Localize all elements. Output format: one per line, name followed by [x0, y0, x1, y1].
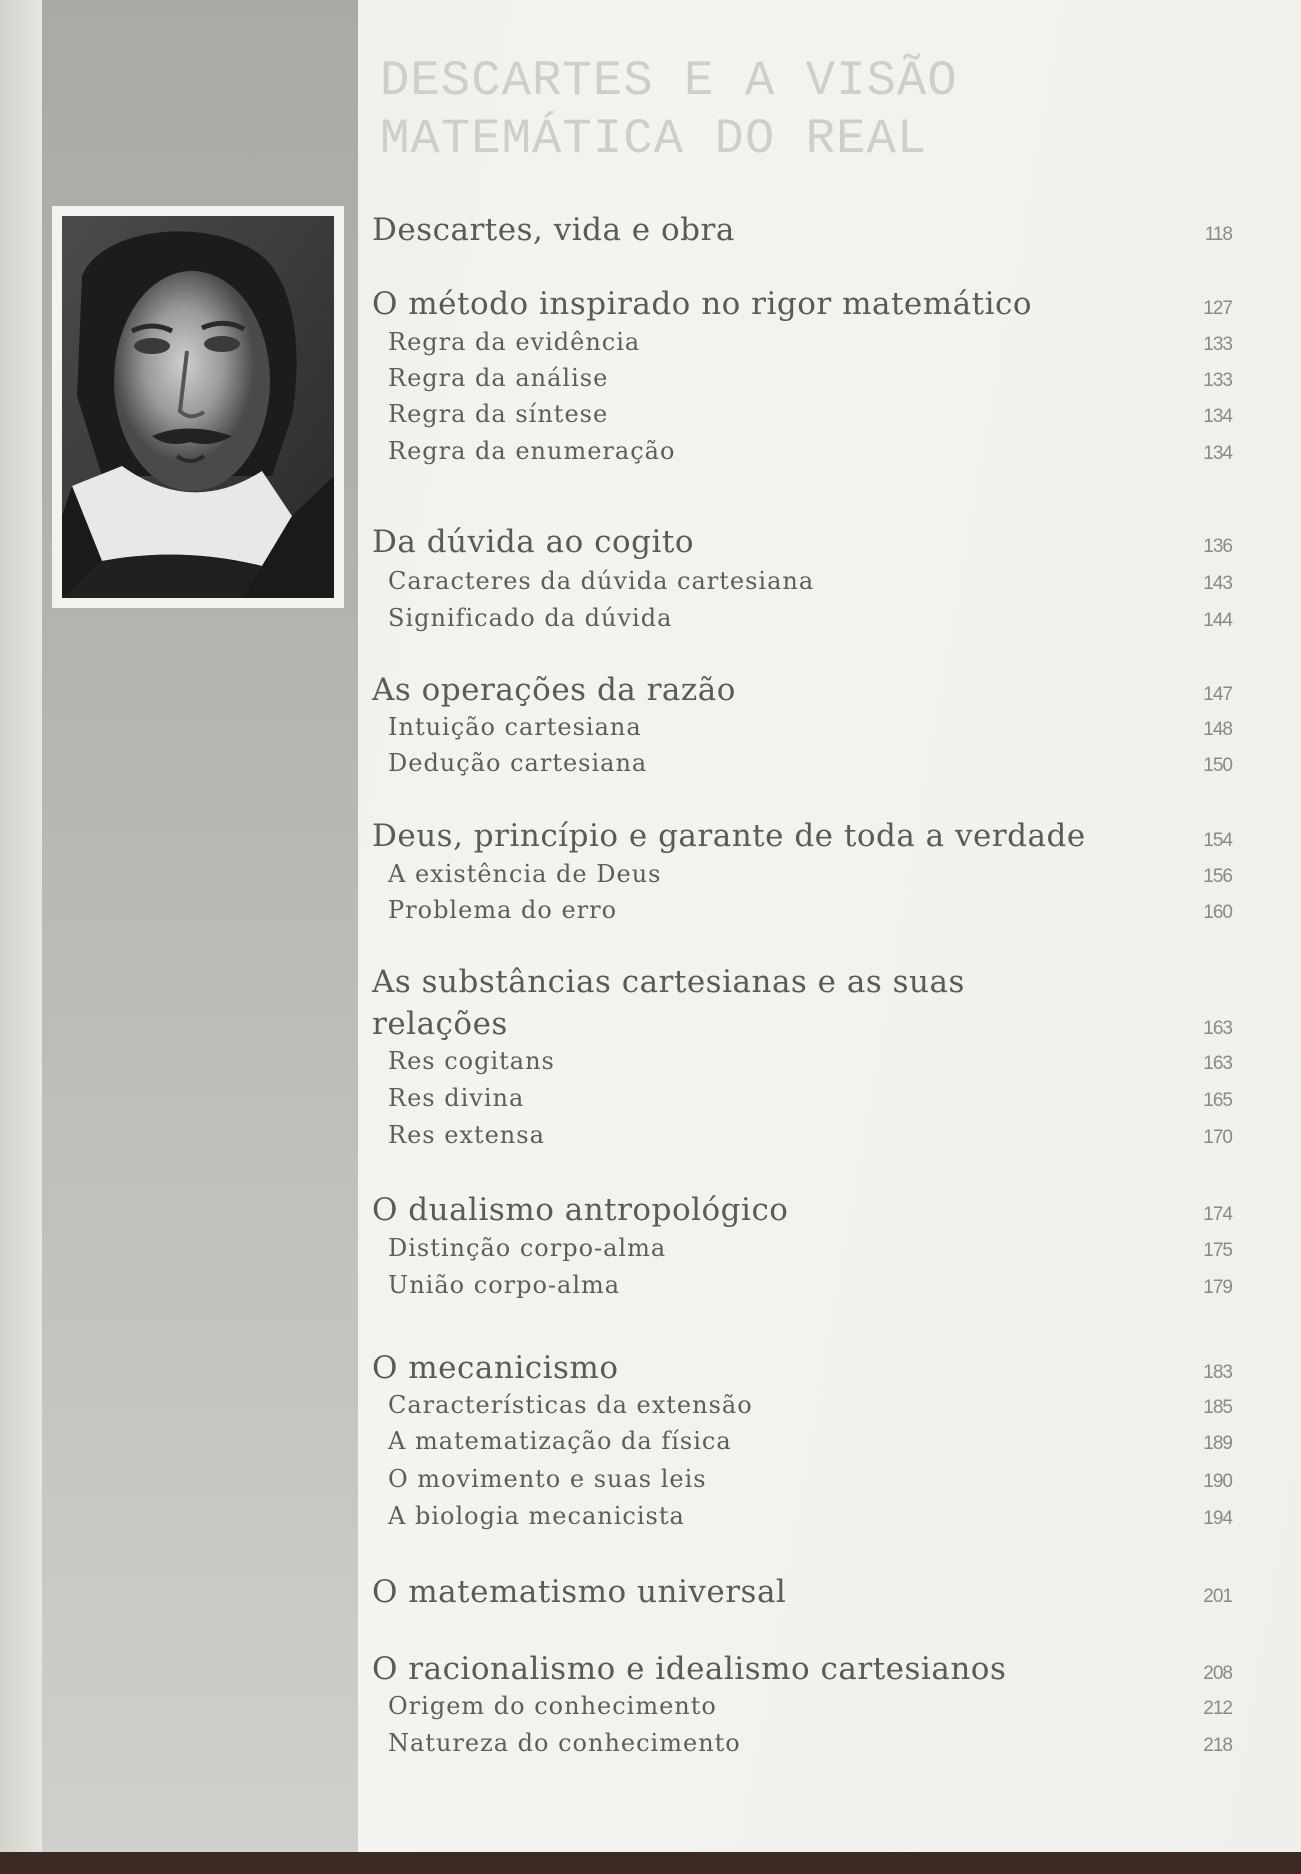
toc-entry [372, 1465, 1232, 1493]
table-surface [0, 1852, 1301, 1874]
descartes-portrait-image [62, 216, 334, 598]
toc-entry-page: 148 [1203, 719, 1232, 740]
toc-entry [372, 567, 1232, 595]
toc-entry [372, 672, 1232, 708]
toc-entry-text: A matematização da física [388, 1427, 732, 1455]
toc-entry [372, 1271, 1232, 1299]
toc-entry [372, 1729, 1232, 1757]
toc-entry [372, 896, 1232, 924]
page-title [380, 52, 1140, 168]
toc-entry-text: Res divina [388, 1084, 525, 1112]
toc-entry-text: Deus, princípio e garante de toda a verdade [372, 818, 1086, 854]
toc-entry [372, 212, 1232, 248]
toc-entry-page: 147 [1203, 684, 1232, 705]
toc-entry [372, 437, 1232, 465]
toc-entry [372, 1574, 1232, 1610]
toc-entry-page: 143 [1203, 573, 1232, 594]
toc-entry [372, 713, 1232, 741]
toc-entry-text: Dedução cartesiana [388, 749, 648, 777]
toc-entry-page: 165 [1203, 1090, 1232, 1111]
toc-entry-page: 150 [1203, 755, 1232, 776]
toc-entry-text: Res extensa [388, 1121, 545, 1149]
toc-entry-text: A existência de Deus [388, 860, 662, 888]
toc-entry-page: 175 [1203, 1240, 1232, 1261]
toc-entry-text: Distinção corpo-alma [388, 1234, 667, 1262]
toc-entry-page: 134 [1203, 406, 1232, 427]
toc-entry-page: 127 [1203, 298, 1232, 319]
portrait-frame [52, 206, 344, 608]
toc-entry-page: 136 [1203, 536, 1232, 557]
toc-entry [372, 964, 1232, 1000]
toc-entry [372, 400, 1232, 428]
toc-entry [372, 1234, 1232, 1262]
toc-entry-text: O mecanicismo [372, 1350, 619, 1386]
toc-entry [372, 860, 1232, 888]
toc-entry [372, 1121, 1232, 1149]
toc-entry [372, 1192, 1232, 1228]
toc-entry-page: 190 [1203, 1471, 1232, 1492]
title-line-1: DESCARTES E A VISÃO [380, 53, 958, 109]
toc-entry-text: As substâncias cartesianas e as suas [372, 964, 965, 1000]
toc-entry-text: O método inspirado no rigor matemático [372, 286, 1033, 322]
toc-entry-page: 163 [1203, 1018, 1232, 1039]
page-left-edge [0, 0, 42, 1852]
title-line-2: MATEMÁTICA DO REAL [380, 111, 928, 167]
toc-entry-text: Regra da evidência [388, 328, 641, 356]
toc-entry-text: Res cogitans [388, 1047, 555, 1075]
toc-entry-page: 194 [1203, 1508, 1232, 1529]
toc-entry [372, 1427, 1232, 1455]
toc-entry-text: Caracteres da dúvida cartesiana [388, 567, 815, 595]
toc-entry-text: Da dúvida ao cogito [372, 524, 695, 560]
toc-entry-page: 179 [1203, 1277, 1232, 1298]
toc-entry-text: Problema do erro [388, 896, 618, 924]
toc-entry-page: 118 [1204, 224, 1232, 245]
toc-entry [372, 328, 1232, 356]
toc-entry [372, 1047, 1232, 1075]
toc-entry-text: O racionalismo e idealismo cartesianos [372, 1651, 1007, 1687]
toc-entry-page: 174 [1203, 1204, 1232, 1225]
toc-entry-text: Características da extensão [388, 1391, 753, 1419]
toc-entry [372, 364, 1232, 392]
toc-entry-text: Intuição cartesiana [388, 713, 642, 741]
toc-entry-page: 208 [1203, 1663, 1232, 1684]
toc-entry-page: 156 [1203, 866, 1232, 887]
toc-entry-page: 218 [1203, 1735, 1232, 1756]
toc-entry-text: O dualismo antropológico [372, 1192, 789, 1228]
toc-entry [372, 1692, 1232, 1720]
toc-entry-text: Regra da análise [388, 364, 609, 392]
toc-entry [372, 524, 1232, 560]
toc-entry-text: Origem do conhecimento [388, 1692, 717, 1720]
toc-entry-text: Significado da dúvida [388, 604, 673, 632]
toc-entry-page: 163 [1203, 1053, 1232, 1074]
toc-entry [372, 1350, 1232, 1386]
toc-entry [372, 604, 1232, 632]
toc-entry-page: 189 [1203, 1433, 1232, 1454]
toc-entry [372, 1084, 1232, 1112]
toc-entry [372, 818, 1232, 854]
toc-entry-page: 170 [1203, 1127, 1232, 1148]
toc-entry-page: 144 [1203, 610, 1232, 631]
toc-entry-text: As operações da razão [372, 672, 736, 708]
toc-entry-page: 133 [1203, 370, 1232, 391]
toc-entry-page: 185 [1203, 1397, 1232, 1418]
toc-entry-page: 212 [1203, 1698, 1232, 1719]
toc-entry [372, 1006, 1232, 1042]
toc-entry-text: Regra da enumeração [388, 437, 676, 465]
toc-entry-page: 183 [1203, 1362, 1232, 1383]
toc-entry-page: 134 [1203, 443, 1232, 464]
toc-entry-text: relações [372, 1006, 508, 1042]
toc-entry [372, 1502, 1232, 1530]
toc-entry-text: União corpo-alma [388, 1271, 621, 1299]
toc-entry-text: O movimento e suas leis [388, 1465, 707, 1493]
toc-entry-page: 133 [1203, 334, 1232, 355]
toc-entry-text: Natureza do conhecimento [388, 1729, 741, 1757]
toc-entry-page: 160 [1203, 902, 1232, 923]
toc-entry-text: Descartes, vida e obra [372, 212, 735, 248]
toc-entry-text: A biologia mecanicista [388, 1502, 685, 1530]
toc-entry-page: 154 [1203, 830, 1232, 851]
toc-entry-text: O matematismo universal [372, 1574, 787, 1610]
toc-entry [372, 286, 1232, 322]
toc-entry [372, 1651, 1232, 1687]
toc-entry-page: 201 [1203, 1586, 1232, 1607]
toc-entry-text: Regra da síntese [388, 400, 609, 428]
toc-entry [372, 1391, 1232, 1419]
toc-entry [372, 749, 1232, 777]
